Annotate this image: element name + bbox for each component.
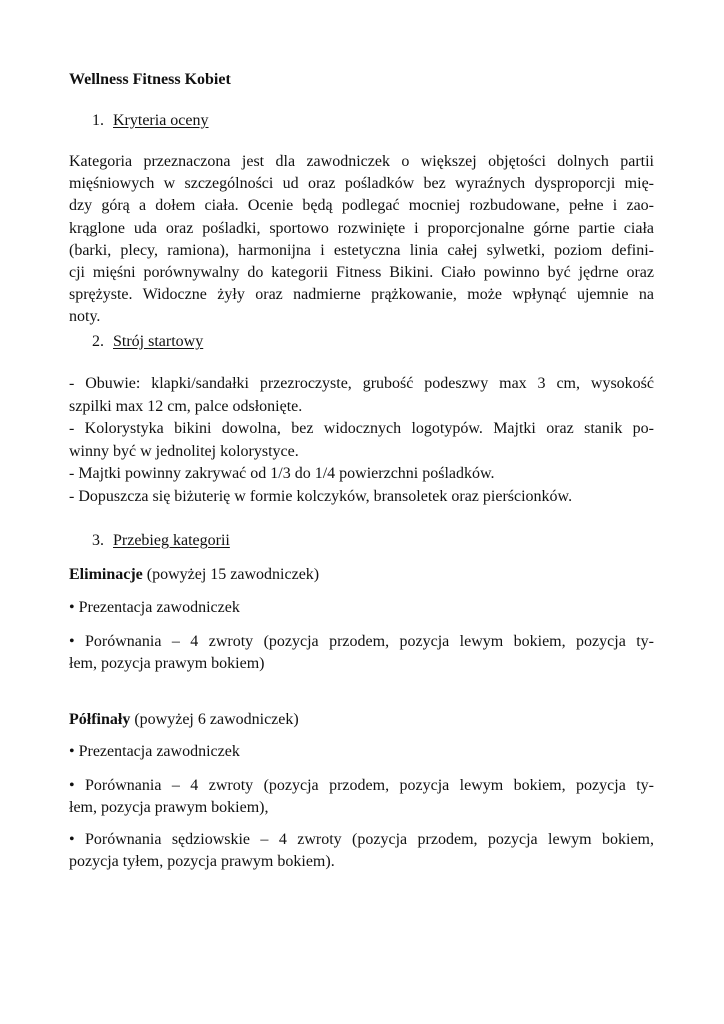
text-line: • Porównania – 4 zwroty (pozycja przodem, pozycja lewym bokiem, pozycja ty- [69, 777, 654, 794]
text-line: (barki, plecy, ramiona), harmonijna i estetyczna linia całej sylwetki, poziom defini- [69, 241, 654, 259]
outfit-rules [69, 373, 654, 508]
text-line: mięśniowych w szczególności ud oraz pośladków bez wyraźnych dysproporcji mię- [69, 175, 654, 193]
section-title: Kryteria oceny [113, 112, 209, 129]
rule-line: - Majtki powinny zakrywać od 1/3 do 1/4 powierzchni pośladków. [69, 465, 495, 482]
section-number: 3. [92, 532, 104, 549]
text-line: dzy górą a dołem ciała. Ocenie będą podlegać mocniej rozbudowane, pełne i zao- [69, 197, 654, 215]
rule-line: - Dopuszcza się biżuterię w formie kolczyków, bransoletek oraz pierścionków. [69, 487, 573, 505]
section-heading-3 [92, 532, 230, 550]
section-number: 1. [92, 112, 104, 129]
section-title: Strój startowy [113, 333, 204, 350]
list-item [69, 775, 654, 819]
list-item [69, 829, 654, 873]
section-heading-2 [92, 333, 203, 351]
list-item: • Prezentacja zawodniczek [69, 599, 240, 616]
text-line: noty. [69, 308, 101, 326]
document-title: Wellness Fitness Kobiet [69, 71, 231, 88]
round-name: Półfinały [69, 711, 131, 728]
list-item [69, 631, 654, 675]
round-heading-eliminacje [69, 566, 319, 584]
rule-line: - Kolorystyka bikini dowolna, bez widocznych logotypów. Majtki oraz stanik po- [69, 420, 654, 437]
round-condition: (powyżej 15 zawodniczek) [142, 566, 320, 583]
round-name: Eliminacje [69, 566, 143, 583]
round-heading-polfinaly [69, 711, 299, 729]
section-title: Przebieg kategorii [113, 532, 230, 549]
list-item: • Prezentacja zawodniczek [69, 743, 240, 760]
text-line: łem, pozycja prawym bokiem) [69, 655, 265, 673]
round-condition: (powyżej 6 zawodniczek) [130, 711, 299, 728]
rule-line: - Obuwie: klapki/sandałki przezroczyste, grubość podeszwy max 3 cm, wysokość [69, 375, 654, 392]
rule-line: szpilki max 12 cm, palce odsłonięte. [69, 397, 303, 415]
text-line: łem, pozycja prawym bokiem), [69, 799, 269, 817]
text-line: Kategoria przeznaczona jest dla zawodniczek o większej objętości dolnych partii [69, 153, 654, 170]
text-line: sprężyste. Widoczne żyły oraz nadmierne prążkowanie, może wpłynąć ujemnie na [69, 286, 654, 304]
section-heading-1 [92, 112, 209, 130]
criteria-paragraph [69, 151, 654, 329]
section-number: 2. [92, 333, 104, 350]
text-line: cji mięśni porównywalny do kategorii Fitness Bikini. Ciało powinno być jędrne oraz [69, 263, 654, 281]
rule-line: winny być w jednolitej kolorystyce. [69, 442, 299, 460]
text-line: krąglone uda oraz pośladki, sportowo rozwinięte i proporcjonalne górne partie ciała [69, 219, 654, 237]
text-line: pozycja tyłem, pozycja prawym bokiem). [69, 853, 335, 871]
text-line: • Porównania – 4 zwroty (pozycja przodem, pozycja lewym bokiem, pozycja ty- [69, 633, 654, 650]
text-line: • Porównania sędziowskie – 4 zwroty (pozycja przodem, pozycja lewym bokiem, [69, 831, 654, 848]
